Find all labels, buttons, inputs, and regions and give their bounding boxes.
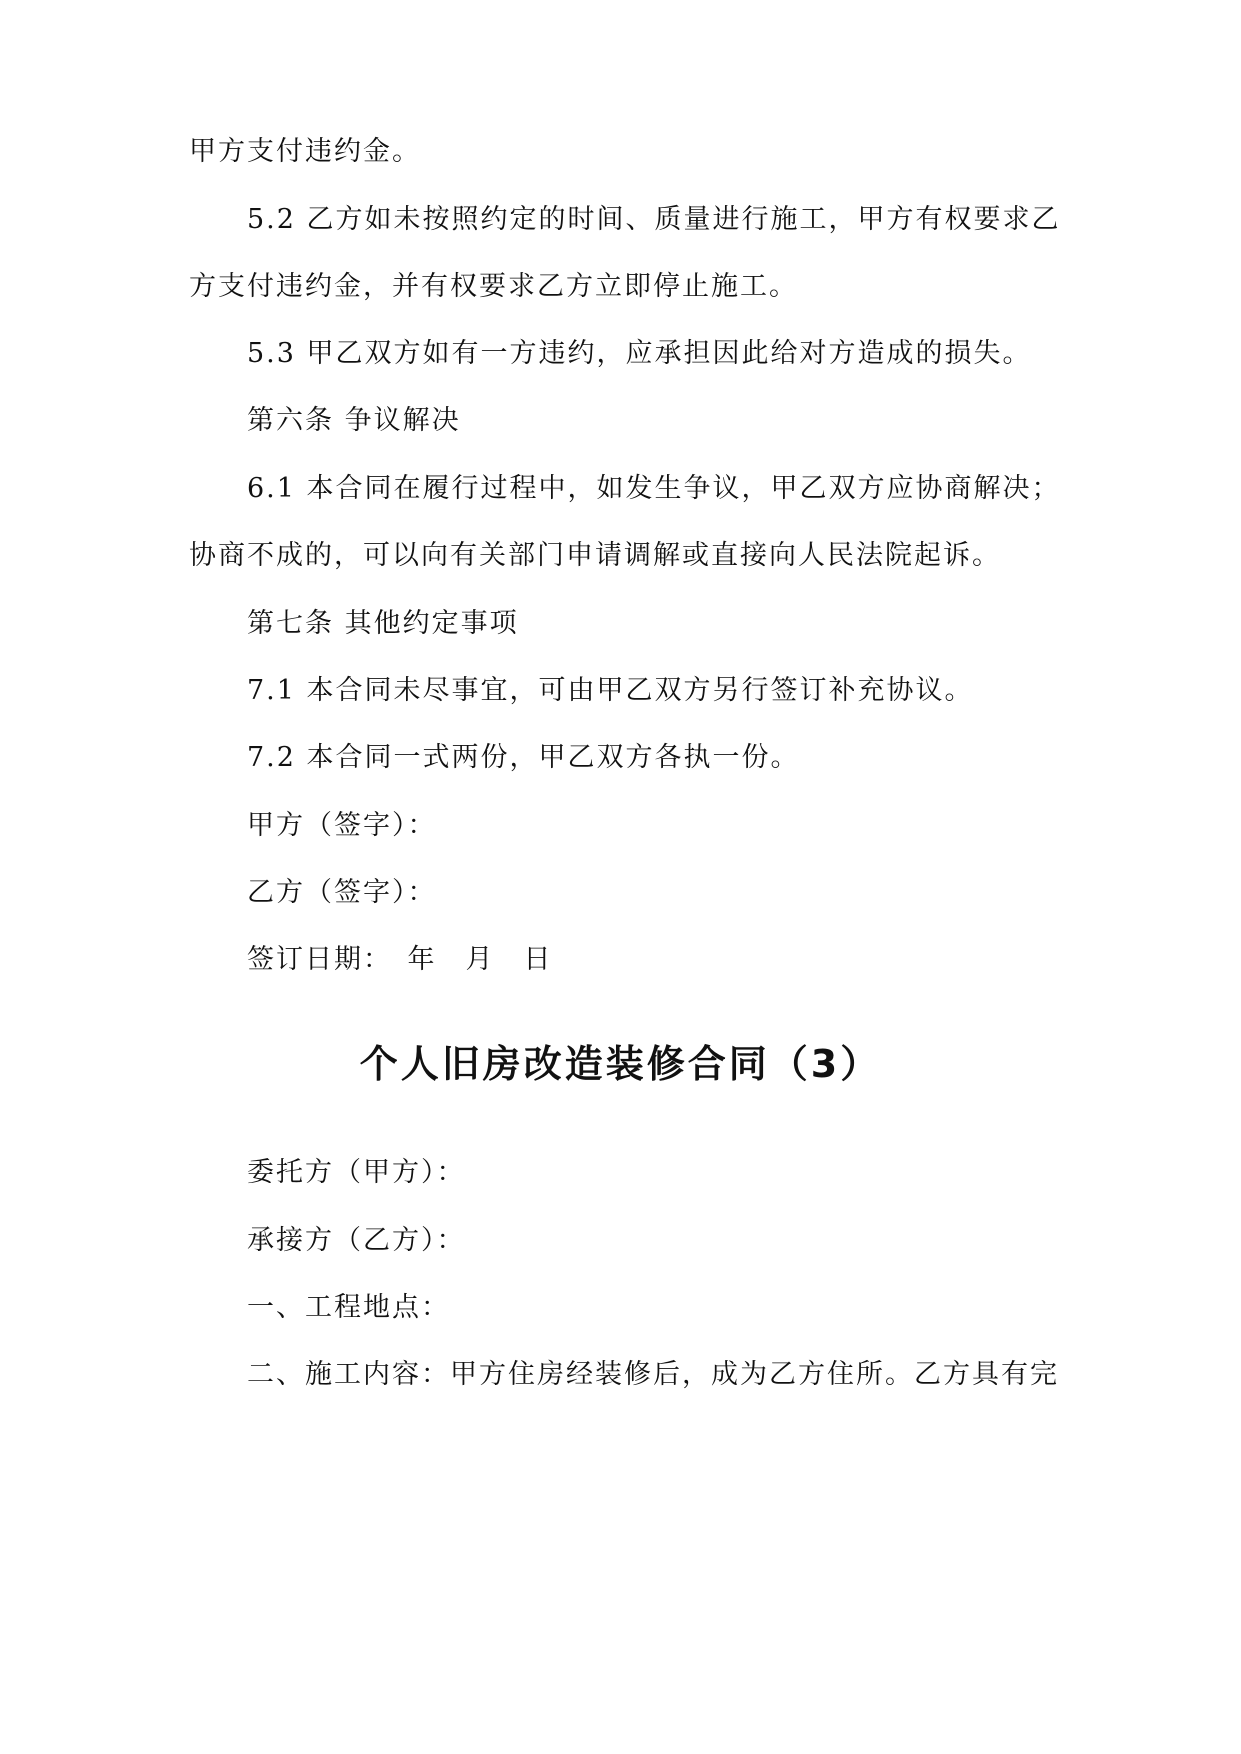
client-party-line: 委托方（甲方）： [247, 1157, 466, 1188]
section-heading: 第六条 争议解决 [247, 405, 461, 436]
paragraph-line: 甲方支付违约金。 [189, 136, 421, 167]
paragraph-line: 5.2 乙方如未按照约定的时间、质量进行施工，甲方有权要求乙 [247, 204, 1061, 235]
paragraph-line: 协商不成的，可以向有关部门申请调解或直接向人民法院起诉。 [189, 540, 1001, 571]
paragraph-line: 5.3 甲乙双方如有一方违约，应承担因此给对方造成的损失。 [247, 338, 1032, 369]
construction-content-line: 二、施工内容：甲方住房经装修后，成为乙方住所。乙方具有完 [247, 1359, 1059, 1390]
paragraph-line: 6.1 本合同在履行过程中，如发生争议，甲乙双方应协商解决； [247, 473, 1061, 504]
paragraph-line: 方支付违约金，并有权要求乙方立即停止施工。 [189, 271, 798, 302]
signature-line-party-b: 乙方（签字）： [247, 877, 437, 908]
signing-date-line: 签订日期： 年 月 日 [247, 944, 553, 975]
paragraph-line: 7.2 本合同一式两份，甲乙双方各执一份。 [247, 742, 800, 773]
paragraph-line: 7.1 本合同未尽事宜，可由甲乙双方另行签订补充协议。 [247, 675, 974, 706]
contract-title: 个人旧房改造装修合同（3） [359, 1042, 882, 1086]
section-heading: 第七条 其他约定事项 [247, 608, 519, 639]
project-location-line: 一、工程地点： [247, 1292, 450, 1323]
signature-line-party-a: 甲方（签字）： [247, 810, 437, 841]
contractor-party-line: 承接方（乙方）： [247, 1225, 466, 1256]
